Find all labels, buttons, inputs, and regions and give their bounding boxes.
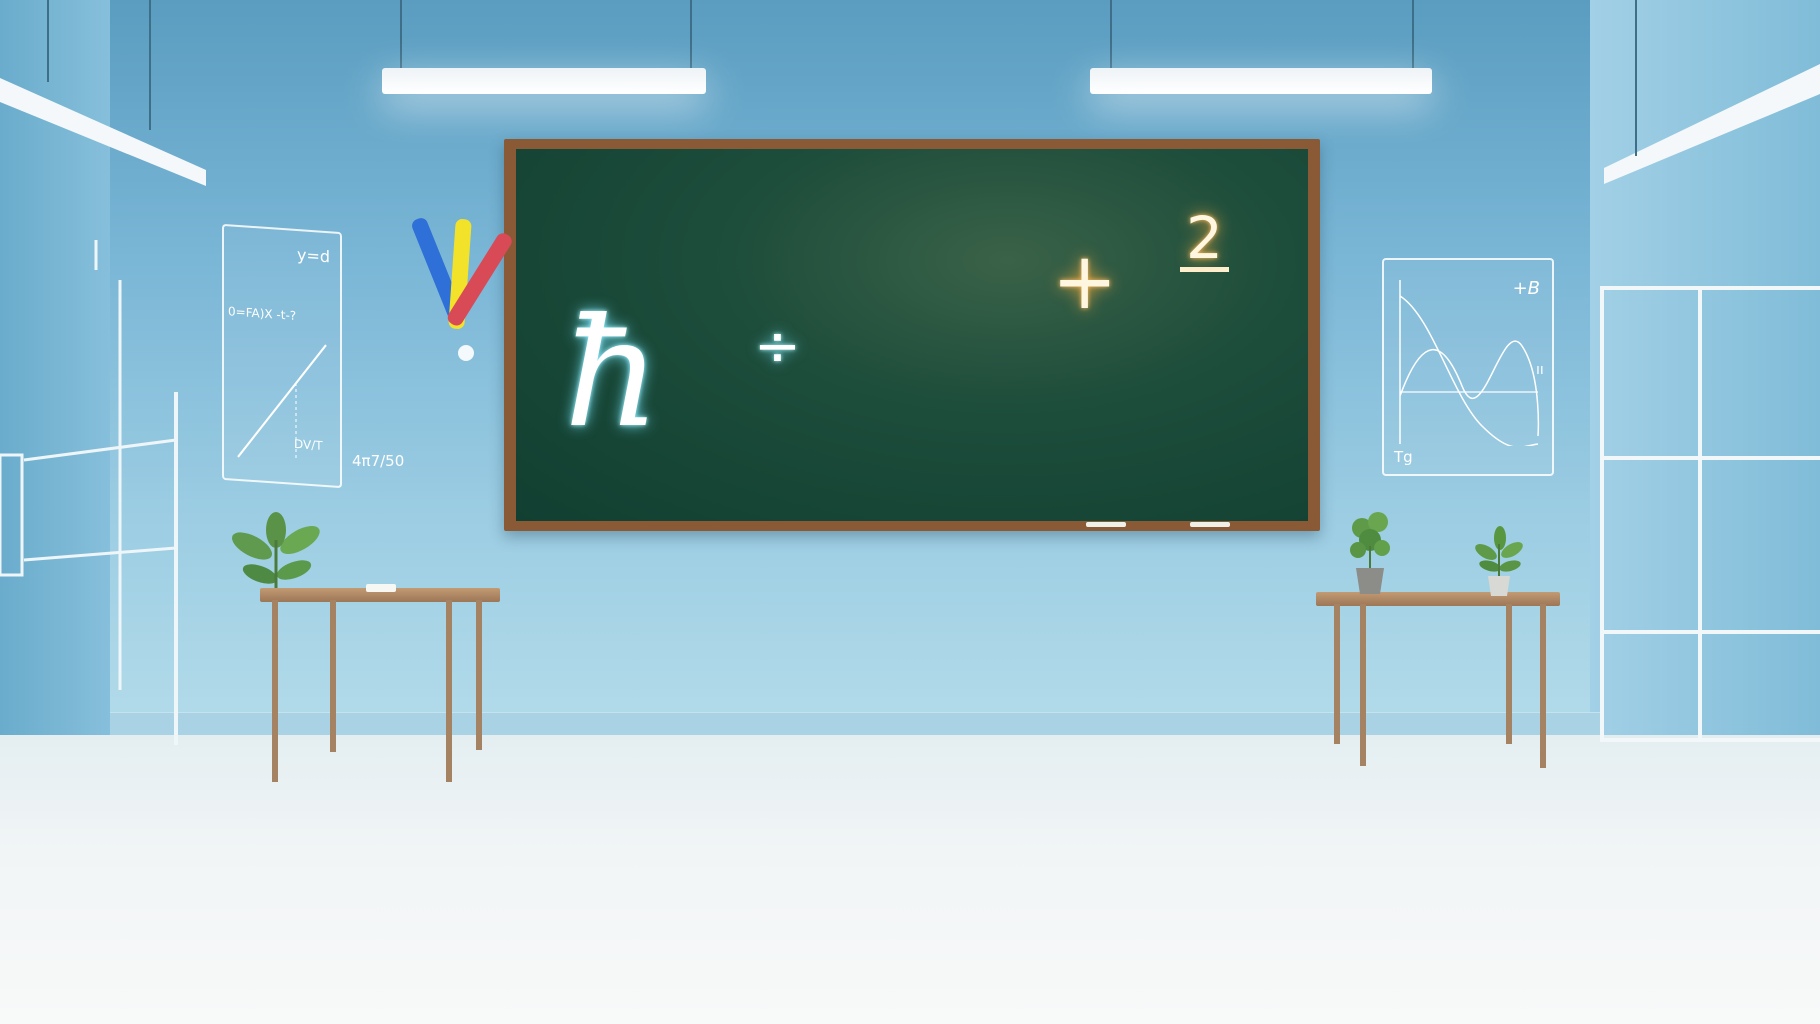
sparkle [458,345,474,361]
table-leg [272,600,278,782]
table-leg [446,600,452,782]
exponent-two: 2 [1180,209,1229,272]
divide-symbol: ÷ [754,314,801,379]
chalk-eraser [366,584,396,592]
chalk-piece [1190,522,1230,527]
colored-chalks [390,205,530,375]
shelf-divider [1698,290,1702,738]
table-leg [1540,604,1546,768]
chalk-piece [1086,522,1126,527]
table-leg [1360,604,1366,766]
h-bar-symbol: ħ [564,287,661,461]
panel-formula-1: y=d [296,245,330,267]
panel-formula-2: 0=FA)X -t-? [228,304,297,323]
curve-2 [1400,341,1538,436]
chalkboard [504,139,1320,531]
graph-label-side: ıı [1536,362,1544,378]
plus-symbol: + [1052,237,1118,327]
graph-label-top: +B [1512,278,1540,299]
panel-caption: 4π7/50 [352,452,405,470]
shelf [1604,630,1820,634]
left-plant [226,510,326,600]
chalkboard-surface [516,149,1308,521]
left-ceiling-light [0,78,206,186]
table-leg [1506,604,1512,744]
left-shelving [0,230,200,750]
right-plant-1 [1340,506,1400,596]
panel-formula-3: DV/T [294,436,323,453]
curve-1 [1400,296,1538,446]
table-leg [330,600,336,752]
table-leg [1334,604,1340,744]
right-plant-2 [1464,524,1534,598]
shelf [1604,456,1820,460]
table-leg [476,600,482,750]
wave-graph [1392,276,1542,446]
left-holo-panel [222,224,342,488]
graph-label-bottom: Tg [1394,448,1413,466]
right-shelving [1600,286,1820,742]
right-holo-panel [1382,258,1554,476]
